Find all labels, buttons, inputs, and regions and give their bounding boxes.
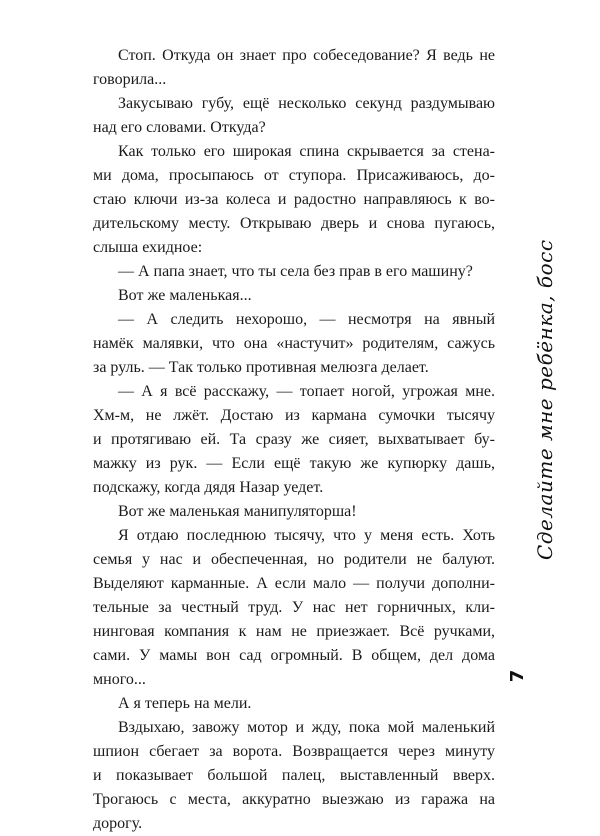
text-line: Вздыхаю, завожу мотор и жду, пока мой маленький (118, 719, 495, 736)
text-line: слыша ехидное: (93, 239, 203, 256)
text-line: — А следить нехорошо, — несмотря на явный (118, 311, 495, 328)
page-number: 7 (507, 669, 528, 683)
text-line: А я теперь на мели. (118, 695, 252, 712)
text-line: дорогу. (93, 815, 143, 832)
text-line: подскажу, когда дядя Назар уедет. (93, 479, 324, 496)
text-line: Стоп. Откуда он знает про собеседование? Я ведь не (118, 47, 495, 64)
text-line: сами. У мамы вон сад огромный. В общем, дел дома (93, 647, 495, 664)
running-title: Сделайте мне ребёнка, босс (533, 239, 557, 560)
text-line: мажку из рук. — Если ещё такую же купюрку дашь, (93, 455, 495, 472)
text-line: тельные за честный труд. У нас нет горничных, кли- (93, 599, 495, 616)
text-line: дительскому месту. Открываю дверь и снова пугаюсь, (93, 215, 495, 232)
text-line: Трогаюсь с места, аккуратно выезжаю из гаража на (93, 791, 495, 808)
text-line: стаю ключи из-за колеса и радостно направляюсь к во- (93, 191, 495, 208)
text-line: Закусываю губу, ещё несколько секунд раздумываю (118, 95, 495, 112)
text-line: Как только его широкая спина скрывается за стена- (118, 143, 495, 160)
body-text (93, 44, 495, 836)
text-line: и показывает большой палец, выставленный вверх. (93, 767, 495, 784)
text-line: много... (93, 671, 146, 688)
text-line: Хм-м, не лжёт. Достаю из кармана сумочки тысячу (93, 407, 495, 424)
text-line: и протягиваю ей. Та сразу же сияет, выхватывает бу- (93, 431, 495, 448)
text-line: Вот же маленькая... (118, 287, 252, 304)
text-line: Я отдаю последнюю тысячу, что у меня есть. Хоть (118, 527, 495, 544)
text-line: шпион сбегает за ворота. Возвращается через минуту (93, 743, 495, 760)
text-line: — А я всё расскажу, — топает ногой, угрожая мне. (118, 383, 495, 400)
text-line: — А папа знает, что ты села без прав в его машину? (118, 263, 473, 280)
text-line: за руль. — Так только противная мелюзга делает. (93, 359, 429, 376)
text-line: говорила... (93, 71, 167, 88)
text-line: Вот же маленькая манипуляторша! (118, 503, 357, 520)
text-line: Выделяют карманные. А если мало — получи дополни- (93, 575, 495, 592)
text-line: нинговая компания к нам не приезжает. Всё ручками, (93, 623, 495, 640)
text-line: намёк малявки, что она «настучит» родителям, сажусь (93, 335, 495, 352)
text-line: ми дома, просыпаюсь от ступора. Присаживаюсь, до- (93, 167, 495, 184)
text-line: над его словами. Откуда? (93, 119, 266, 136)
text-line: семья у нас и обеспеченная, но родители не балуют. (93, 551, 495, 568)
